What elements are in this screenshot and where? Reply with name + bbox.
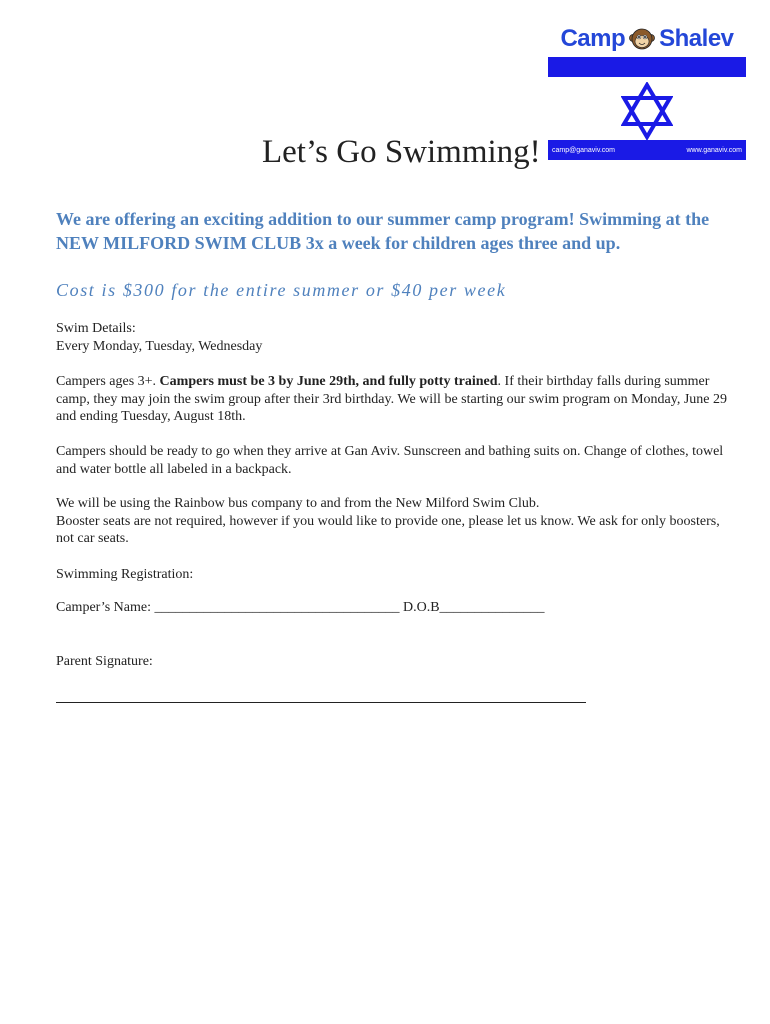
swim-details bbox=[56, 320, 736, 355]
cost-text: Cost is $300 for the entire summer or $40 per week bbox=[56, 280, 507, 300]
logo-email: camp@ganaviv.com bbox=[552, 146, 615, 154]
preparation-paragraph: Campers should be ready to go when they arrive at Gan Aviv. Sunscreen and bathing suits on. Change of clothes, towel and water bottle all labeled in a backpack. bbox=[56, 444, 724, 477]
transport-line-1: We will be using the Rainbow bus company to and from the New Milford Swim Club. bbox=[56, 496, 540, 511]
eligibility-lead: Campers ages 3+. bbox=[56, 374, 160, 389]
eligibility-rest: . If their birthday falls during summer camp, they may join the swim group after their 3rd birthday. We will be starting our swim program on Monday, June 29 and ending Tuesday, August 18th. bbox=[56, 374, 727, 424]
page-title: Let’s Go Swimming! bbox=[262, 134, 541, 170]
intro-text: We are offering an exciting addition to our summer camp program! Swimming at the NEW MILFORD SWIM CLUB 3x a week for children ages three and up. bbox=[56, 209, 710, 253]
logo-word-right: Shalev bbox=[659, 25, 734, 52]
logo-bar-top bbox=[548, 57, 746, 77]
transport-line-2: Booster seats are not required, however if you would like to provide one, please let us know. We ask for only boosters, not car seats. bbox=[56, 513, 720, 546]
monkey-face-icon bbox=[629, 26, 655, 52]
logo-website: www.ganaviv.com bbox=[686, 146, 742, 154]
parent-signature-line[interactable] bbox=[56, 702, 586, 703]
swim-details-days: Every Monday, Tuesday, Wednesday bbox=[56, 338, 263, 354]
eligibility-bold: Campers must be 3 by June 29th, and fully potty trained bbox=[159, 374, 498, 389]
star-of-david-icon bbox=[621, 82, 673, 140]
logo-title bbox=[548, 22, 746, 56]
camper-name-field[interactable]: Camper’s Name: ___________________________________ D.O.B_______________ bbox=[56, 600, 545, 615]
swim-details-heading: Swim Details: bbox=[56, 321, 136, 336]
logo-word-left: Camp bbox=[560, 25, 626, 52]
logo-bar-bottom bbox=[548, 140, 746, 160]
eligibility-paragraph bbox=[56, 373, 736, 426]
camp-logo bbox=[548, 22, 746, 160]
transport-paragraph bbox=[56, 495, 736, 548]
registration-heading: Swimming Registration: bbox=[56, 567, 194, 582]
parent-signature-label: Parent Signature: bbox=[56, 654, 153, 669]
